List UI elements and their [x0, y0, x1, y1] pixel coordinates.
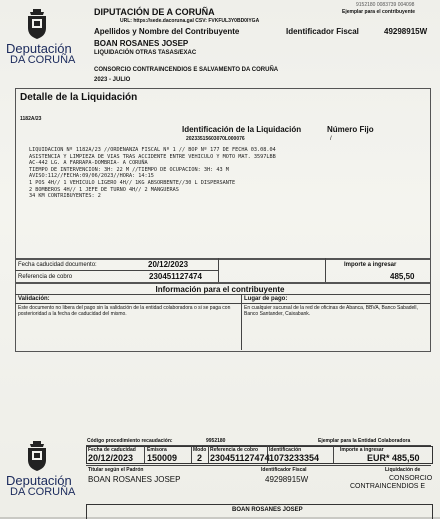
- settlement-type: LIQUIDACIÓN OTRAS TASAS/EXAC: [94, 50, 197, 56]
- taxpayer-name-label: Apellidos y Nombre del Contribuyente: [94, 27, 240, 36]
- detail-line: AC-442 LG. A FARRAPA-DOMBRIA- A CORUÑA: [29, 160, 148, 167]
- stub-taxid-value: 49298915W: [265, 475, 309, 484]
- detail-line: TIEMPO DE INTERVENCION: 3H: 22 M //TIEMPO DE OCUPACION: 3H: 43 M: [29, 166, 229, 173]
- tax-id-label: Identificador Fiscal: [286, 27, 359, 36]
- detail-body: [29, 147, 276, 200]
- url-line: URL: https://sede.dacoruna.gal CSV: FVKFUL3Y0BD0IYGA: [120, 18, 260, 24]
- payment-ref-label: Referencia de cobro: [18, 274, 73, 280]
- stub-logo-da-coruna: DA CORUÑA: [10, 486, 76, 498]
- entity-name: DIPUTACIÓN DE A CORUÑA: [94, 7, 215, 17]
- stub-settle-label: Liquidación de: [385, 467, 421, 473]
- logo-deputacion: Deputación: [6, 41, 72, 56]
- taxpayer-name: BOAN ROSANES JOSEP: [94, 39, 189, 48]
- stub-taxid-label: Identificador Fiscal: [261, 467, 307, 473]
- stub-mode-label: Modo: [193, 447, 207, 453]
- concept: CONSORCIO CONTRAINCENDIOS E SALVAMENTO DA CORUÑA: [94, 67, 279, 73]
- stub-holder-value: BOAN ROSANES JOSEP: [88, 475, 181, 484]
- stub-ident-value: 1073233354: [269, 453, 320, 463]
- stub-logo-deputacion: Deputación: [6, 473, 72, 488]
- stub-coat-of-arms-icon: [24, 440, 50, 477]
- detail-line: 1 POS 4H// 1 VEHICULO LIGERO 4H// 1KG ABSORBENTE//30 L DISPERSANTE: [29, 179, 236, 186]
- fixed-number-value: /: [330, 136, 332, 142]
- fixed-number-label: Número Fijo: [327, 125, 374, 134]
- validation-label: Validación:: [18, 296, 50, 302]
- amount-value: 485,50: [390, 272, 415, 281]
- detail-line: ASISTENCIA Y LIMPIEZA DE VIAS TRAS ACCIDENTE ENTRE VEHICULO Y MOTO MAT. 3597LBB: [29, 153, 276, 160]
- detail-line: LIQUIDACION Nº 1182A/23 //ORDENANZA FISCAL Nº 1 // BOP Nº 177 DE FECHA 03.08.04: [29, 147, 276, 153]
- payment-place-label: Lugar de pago:: [244, 296, 288, 302]
- stub-amount-label: Importe a ingresar: [340, 447, 384, 453]
- due-date-value: 20/12/2023: [148, 260, 189, 269]
- detail-line: 2 BOMBEROS 4H// 1 JEFE DE TURNO 4H// 2 MANGUERAS: [29, 186, 179, 193]
- logo-da-coruna: DA CORUÑA: [10, 54, 76, 66]
- stub-bottom-name: BOAN ROSANES JOSEP: [232, 507, 303, 513]
- copy-label: Ejemplar para el contribuyente: [342, 9, 416, 15]
- stub-copy-label: Ejemplar para la Entidad Colaboradora: [318, 438, 411, 444]
- detail-title: Detalle de la Liquidación: [20, 92, 138, 103]
- liquidation-id-value: 20233515603070L000076: [186, 136, 245, 142]
- liquidation-id-label: Identificación de la Liquidación: [182, 125, 302, 134]
- amount-label: Importe a ingresar: [344, 262, 397, 268]
- coat-of-arms-icon: [24, 8, 50, 45]
- due-date-label: Fecha caducidad documento:: [18, 262, 97, 268]
- payment-place-text: En cualquier sucursal de la red de oficinas de Abanca, BBVA, Banco Sabadell, Banco Santander, Caixabank.: [244, 305, 418, 317]
- payment-ref-value: 230451127474: [149, 272, 202, 281]
- validation-text: Este documento no libera del pago sin la validación de la entidad colaboradora o si se paga con posterioridad a la fecha de caducidad del mismo.: [18, 305, 231, 317]
- stub-holder-label: Titular según el Padrón: [88, 467, 144, 473]
- stub-procedure-label: Código procedimiento recaudación:: [87, 438, 173, 444]
- stub-amount-value: EUR* 485,50: [367, 453, 420, 463]
- stub-issuer-value: 150009: [147, 453, 178, 463]
- stub-due-label: Fecha de caducidad: [88, 447, 136, 453]
- stub-settle-value-2: CONTRAINCENDIOS E: [350, 483, 426, 490]
- stub-ref-value: 230451127474: [210, 453, 270, 463]
- stub-procedure-value: 9952180: [206, 438, 226, 444]
- detail-line: 34 KM CONTRIBUYENTES: 2: [29, 193, 101, 200]
- detail-code: 1182A/23: [20, 116, 42, 122]
- stub-issuer-label: Emisora: [147, 447, 167, 453]
- stub-mode-value: 2: [197, 453, 203, 463]
- stub-due-value: 20/12/2023: [88, 453, 134, 463]
- tax-id-value: 49298915W: [384, 27, 428, 36]
- info-title: Información para el contribuyente: [155, 285, 285, 294]
- stub-ref-label: Referencia de cobro: [210, 447, 259, 453]
- stub-ident-label: Identificación: [269, 447, 302, 453]
- stub-settle-value-1: CONSORCIO: [389, 475, 433, 482]
- period: 2023 - JULIO: [94, 77, 131, 83]
- detail-line: AVISO:112//FECHA:09/06/2023//HORA: 14:15: [29, 173, 154, 180]
- top-code: 9152180 0083739 004098: [356, 2, 415, 8]
